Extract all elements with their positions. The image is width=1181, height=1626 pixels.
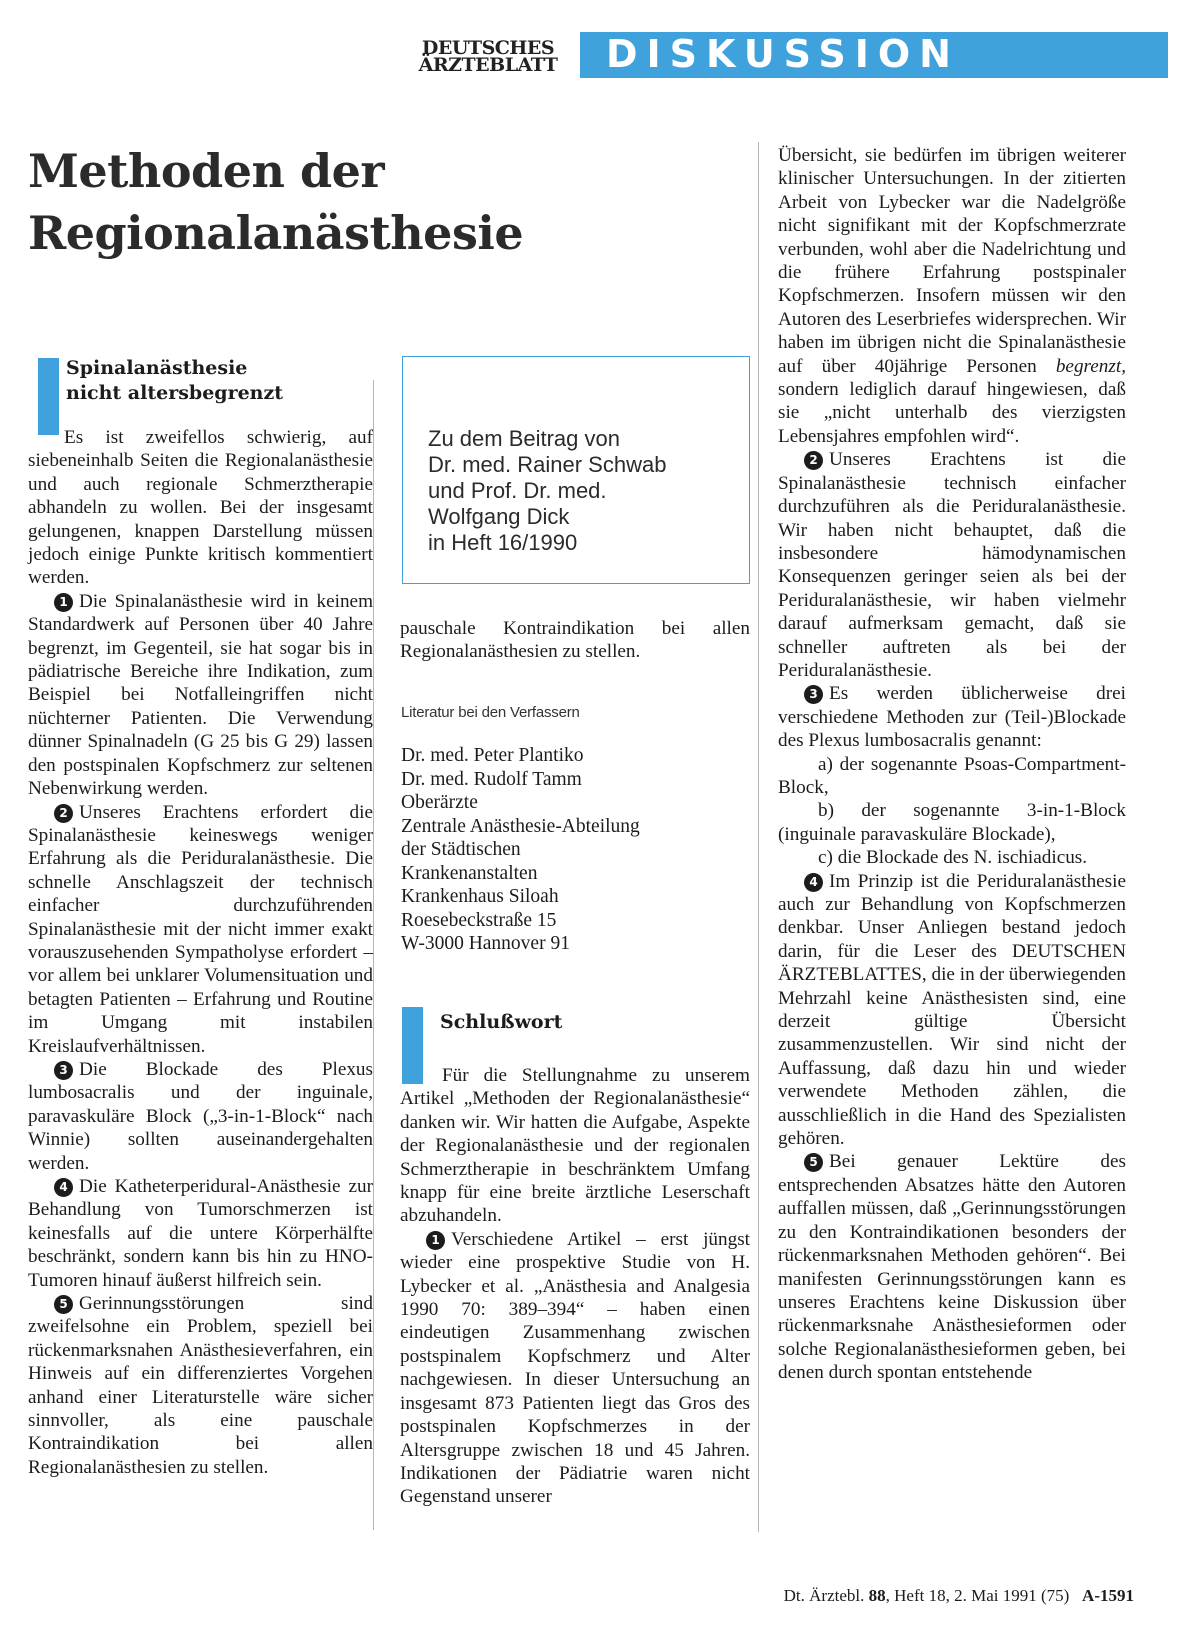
number-1-icon: 1 <box>54 593 73 612</box>
letter-heading <box>66 356 283 406</box>
column-rule-2 <box>758 142 759 1532</box>
number-4-icon: 4 <box>804 873 823 892</box>
letter-column-1 <box>28 426 373 1479</box>
author-block <box>401 744 751 956</box>
reply-point-4: 4 Im Prinzip ist die Periduralanästhesie auch zur Behandlung von Kopfschmerzen denkbar. Unser Anliegen bestand jedoch darin, für die Leser des DEUTSCHEN ÄRZTEBLATTES, die in der überwiegenden Mehrzahl keine Anästhesisten sind, eine derzeit gültige Übersicht zusammenzustellen. Wir sind nicht der Auffassung, daß dazu hin und wieder verwendete Methoden zählen, die ausschließlich in die Hand des Spezialisten gehören. <box>778 870 1126 1150</box>
footer-page: A-1591 <box>1082 1586 1134 1605</box>
reply-point-1: 1 Verschiedene Artikel – erst jüngst wieder eine prospektive Studie von H. Lybecker et al. „Anästhesia and Analgesia 1990 70: 389–394“ – haben einen eindeutigen Zusammenhang zwischen postspinalem Kopfschmerz und Alter nachgewiesen. In dieser Untersuchung an insgesamt 873 Patienten liegt das Gros des postspinalen Kopfschmerzes in der Altersgruppe zwischen 18 und 45 Jahren. Indikationen der Pädiatrie waren nicht Gegenstand unserer <box>400 1228 750 1508</box>
letter-heading-line-2: nicht altersbegrenzt <box>66 382 284 404</box>
letter-point-2: 2 Unseres Erachtens erfordert die Spinalanästhesie keineswegs weniger Erfahrung als die Periduralanästhesie. Die schnelle Anschlagszeit der technisch einfacher durchzuführenden Spinalanästhesie mit der nicht immer exakt vorauszusehenden Sympatholyse erfordert – vor allem bei unklarer Volumensituation und betagten Patienten – Erfahrung und Routine im Umgang mit instabilen Kreislaufverhältnissen. <box>28 801 373 1057</box>
reference-text: Zu dem Beitrag von Dr. med. Rainer Schwab und Prof. Dr. med. Wolfgang Dick in Heft 16/1990 <box>428 426 667 555</box>
number-5-icon: 5 <box>804 1153 823 1172</box>
author-line: Krankenanstalten <box>401 862 538 884</box>
author-line: Dr. med. Rudolf Tamm <box>401 768 582 790</box>
logo-line-1: DEUTSCHES <box>421 37 555 59</box>
reply-point-5: 5 Bei genauer Lektüre des entsprechenden Absatzes hätte den Autoren auffallen müssen, daß „Gerinnungsstörungen zu den Kontraindikationen besonders der rückenmarksnahen Methoden gehören“. Bei manifesten Gerinnungsstörungen kann es unseres Erachtens keine Diskussion über rückenmarksnahe Anästhesieformen oder solche Regionalanästhesieformen geben, bei denen durch spontan entstehende <box>778 1151 1126 1384</box>
author-line: Dr. med. Peter Plantiko <box>401 745 584 766</box>
author-line: W-3000 Hannover 91 <box>401 933 570 954</box>
number-1-icon: 1 <box>426 1231 445 1250</box>
logo-line-2: ÄRZTEBLATT <box>418 54 558 76</box>
number-2-icon: 2 <box>804 451 823 470</box>
number-3-icon: 3 <box>804 685 823 704</box>
section-marker <box>38 358 59 435</box>
reply-column-2 <box>400 1064 750 1509</box>
author-line: Krankenhaus Siloah <box>401 886 559 907</box>
column-2-top <box>400 617 750 687</box>
letter-point-4: 4 Die Katheterperidural-Anästhesie zur Behandlung von Tumorschmerzen ist keinesfalls auf die untere Körperhälfte beschränkt, sondern kann bis hin zu HNO-Tumoren hinauf äußerst hilfreich sein. <box>28 1176 373 1291</box>
page-footer <box>784 1586 1134 1606</box>
reply-point-3a: a) der sogenannte Psoas-Compartment-Block, <box>778 753 1126 798</box>
title-line-2: Regionalanästhesie <box>28 206 524 260</box>
number-3-icon: 3 <box>54 1061 73 1080</box>
number-5-icon: 5 <box>54 1295 73 1314</box>
footer-volume: 88 <box>868 1586 886 1605</box>
footer-issue: , Heft 18, 2. Mai 1991 (75) <box>885 1586 1070 1605</box>
reply-point-3c: c) die Blockade des N. ischiadicus. <box>818 847 1088 869</box>
section-label: DISKUSSION <box>606 32 960 76</box>
column-rule-1 <box>373 380 374 1530</box>
journal-logo <box>403 37 573 76</box>
reply-point-1-continued: Übersicht, sie bedürfen im übrigen weiterer klinischer Untersuchungen. In der zitierten Arbeit von Lybecker war die Nadelgröße nicht signifikant mit der Kopfschmerzrate verbunden, wohl aber die Nadelrichtung und die frühere Erfahrung postspinaler Kopfschmerzen. Insofern müssen wir den Autoren des Leserbriefes widersprechen. Wir haben im übrigen nicht die Spinalanästhesie auf über 40jährige Personen begrenzt, sondern lediglich darauf hingewiesen, daß sie „nicht unterhalb des vierzigsten Lebensjahres empfohlen wird“. <box>778 145 1126 447</box>
letter-point-1: 1 Die Spinalanästhesie wird in keinem Standardwerk auf Personen über 40 Jahre begrenzt, im Gegenteil, sie hat sogar bis in pädiatrische Bereiche ihre Indikation, zum Beispiel bei Notfalleingriffen nicht nüchterner Patienten. Die Verwendung dünner Spinalnadeln (G 25 bis G 29) lassen den postspinalen Kopfschmerz zur seltenen Nebenwirkung werden. <box>28 590 373 800</box>
article-title <box>28 140 648 264</box>
author-line: Zentrale Anästhesie-Abteilung <box>401 815 640 837</box>
reply-point-3b: b) der sogenannte 3-in-1-Block (inguinale paravaskuläre Blockade), <box>778 800 1126 845</box>
footer-journal: Dt. Ärztebl. <box>783 1586 865 1605</box>
letter-intro: Es ist zweifellos schwierig, auf siebeneinhalb Seiten die Regionalanästhesie und auch regionale Schmerztherapie abhandeln zu wollen. Bei der insgesamt gelungenen, knappen Darstellung müssen jedoch einige Punkte kritisch kommentiert werden. <box>28 427 373 589</box>
letter-point-5: 5 Gerinnungsstörungen sind zweifelsohne ein Problem, speziell bei rückenmarksnahen Anästhesieverfahren, ein Hinweis auf ein differenziertes Vorgehen anhand einer Literaturstelle wäre sicher sinnvoller, als eine pauschale Kontraindikation bei allen Regionalanästhesien zu stellen. <box>28 1293 373 1478</box>
author-line: Roesebeckstraße 15 <box>401 909 557 931</box>
reply-column-3 <box>778 144 1126 1385</box>
reply-point-2: 2 Unseres Erachtens ist die Spinalanästhesie technisch einfacher durchzuführen als die Periduralanästhesie. Wir haben nicht behauptet, daß die insbesondere hämodynamischen Konsequenzen geringer seien als bei der Periduralanästhesie, wir haben vielmehr darauf aufmerksam gemacht, daß sie schneller auftreten als bei der Periduralanästhesie. <box>778 449 1126 681</box>
title-line-1: Methoden der <box>28 144 385 198</box>
literature-note: Literatur bei den Verfassern <box>401 704 580 721</box>
author-line: der Städtischen <box>401 839 521 860</box>
number-4-icon: 4 <box>54 1178 73 1197</box>
author-line: Oberärzte <box>401 792 478 813</box>
reply-intro: Für die Stellungnahme zu unserem Artikel „Methoden der Regionalanästhesie“ danken wir. Wir hatten die Aufgabe, Aspekte der Regionalanästhesie und der regionalen Schmerztherapie in beschränktem Umfang knapp für eine breite ärztliche Leserschaft abzuhandeln. <box>400 1065 750 1227</box>
letter-heading-line-1: Spinalanästhesie <box>66 357 248 379</box>
reply-point-3: 3 Es werden üblicherweise drei verschiedene Methoden zur (Teil-)Blockade des Plexus lumbosacralis genannt: <box>778 683 1126 752</box>
letter-point-5-continued: pauschale Kontraindikation bei allen Regionalanästhesien zu stellen. <box>400 617 750 664</box>
number-2-icon: 2 <box>54 804 73 823</box>
letter-point-3: 3 Die Blockade des Plexus lumbosacralis und der inguinale, paravaskuläre Block („3-in-1-Block“ nach Winnie) sollten auseinandergehalten werden. <box>28 1058 373 1174</box>
reply-heading: Schlußwort <box>440 1011 563 1033</box>
